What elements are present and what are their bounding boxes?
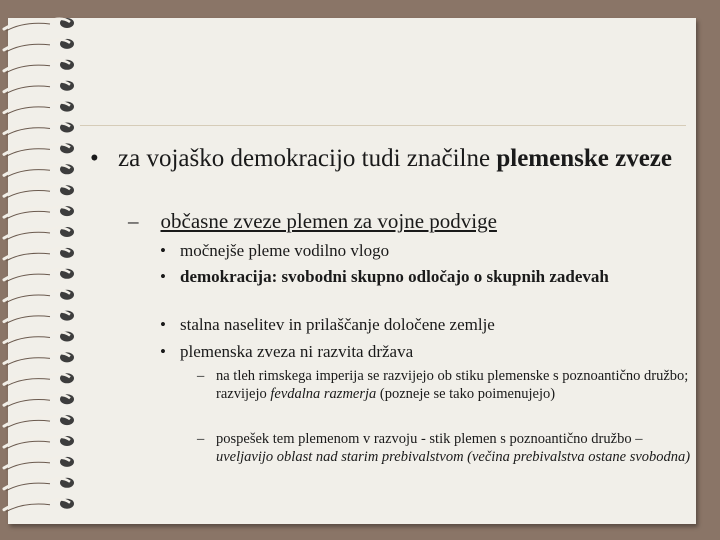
bullet-dot: • (160, 267, 166, 286)
dash-marker: – (128, 209, 139, 233)
bullet-dot: • (160, 315, 166, 334)
bullet-dot: • (160, 342, 166, 361)
subbullet-obcasne-zveze (128, 208, 497, 234)
subitem-text: na tleh rimskega imperija se razvijejo ob stiku plemenske s poznoantično družbo; razvijejo fevdalna razmerja (pozneje se tako poimenujejo) (216, 368, 689, 402)
item-text: močnejše pleme vodilno vlogo (180, 241, 390, 260)
bullet-dot: • (160, 241, 166, 260)
bullet-dot: • (90, 145, 99, 172)
subitem-text: pospešek tem plemenom v razvoju - stik plemen s poznoantično družbo – uveljavijo oblast nad starim prebivalstvom (večina prebivalstva ostane svobodna) (216, 431, 691, 465)
bullet-text: za vojaško demokracijo tudi značilne plemenske zveze (118, 145, 672, 172)
dash-marker: – (197, 368, 205, 384)
item-text: demokracija: svobodni skupno odločajo o skupnih zadevah (180, 267, 609, 286)
bold-term: plemenske zveze (496, 145, 672, 172)
item-text: stalna naselitev in prilaščanje določene zemlje (180, 315, 495, 334)
subbullet-text: občasne zveze plemen za vojne podvige (160, 209, 497, 233)
item-text: plemenska zveza ni razvita država (180, 342, 414, 361)
dash-marker: – (197, 431, 205, 447)
